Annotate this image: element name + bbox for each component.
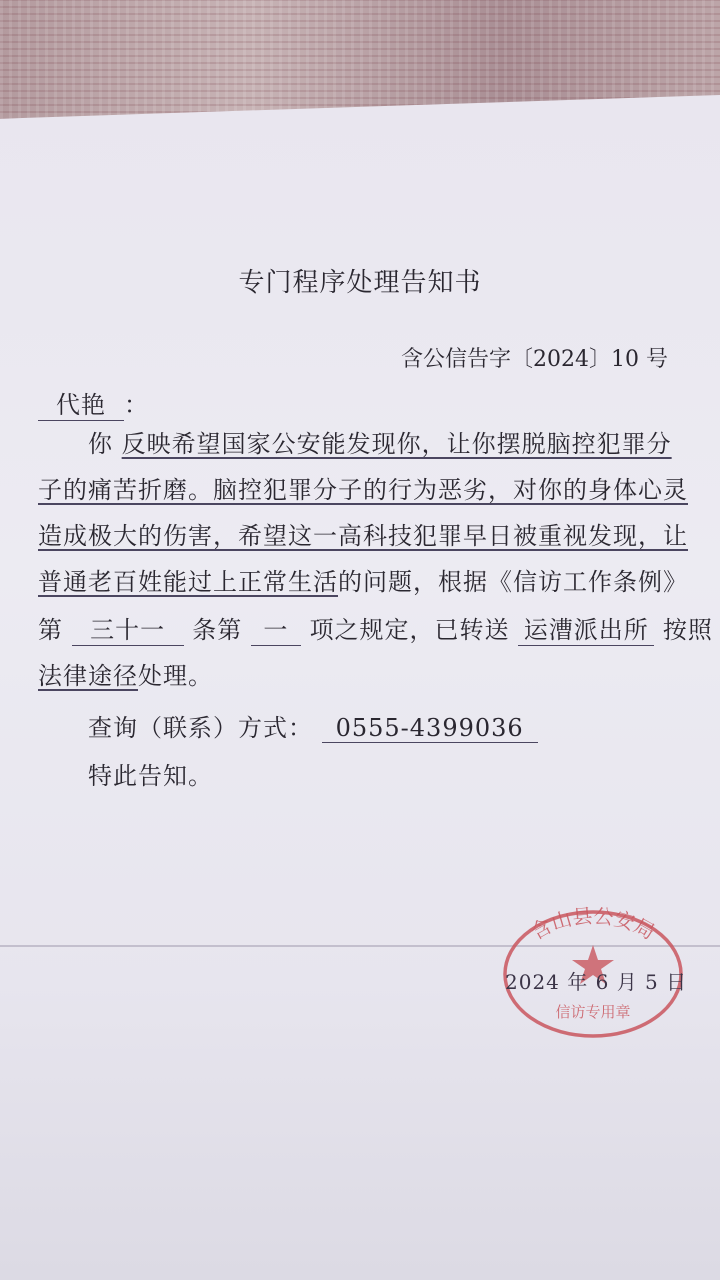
body-text-1: 反映希望国家公安能发现你，让你摆脱脑控犯罪分	[121, 430, 672, 458]
doc-number: 含公信告字〔2024〕10 号	[401, 347, 668, 372]
body-line-1	[88, 424, 672, 459]
item-number: 一	[251, 610, 301, 646]
body-line-6	[38, 656, 213, 691]
body-line-4	[38, 562, 688, 597]
body-line-3	[38, 516, 688, 551]
notice-date: 2024 年 6 月 5 日	[505, 970, 688, 994]
contact-label: 查询（联系）方式：	[88, 714, 313, 742]
transfer-target: 运漕派出所	[518, 610, 654, 646]
seal-top-text: 含山县公安局	[526, 905, 660, 945]
body-text-3: 造成极大的伤害，希望这一高科技犯罪早日被重视发现，让	[38, 522, 688, 550]
body-line-2	[38, 470, 688, 505]
article-prefix: 第	[38, 616, 63, 644]
contact-line	[88, 708, 538, 743]
body-lead: 你	[88, 430, 113, 458]
recipient-line	[38, 385, 149, 421]
article-number: 三十一	[72, 610, 184, 646]
recipient-suffix: ：	[124, 391, 149, 419]
body-text-4: 普通老百姓能过上正常生活	[38, 568, 338, 596]
item-prefix: 条第	[192, 616, 243, 644]
contact-phone: 0555-4399036	[322, 714, 538, 743]
notice-title: 专门程序处理告知书	[238, 268, 482, 298]
body-text-2: 子的痛苦折磨。脑控犯罪分子的行为恶劣，对你的身体心灵	[38, 476, 688, 504]
closing-text: 特此告知。	[88, 762, 213, 790]
body-text-6: 法律途径	[38, 662, 138, 690]
body-text-6-rest: 处理。	[138, 662, 213, 690]
body-line-5	[38, 610, 713, 646]
seal-bottom-text: 信访专用章	[555, 1003, 631, 1021]
transfer-text: 项之规定，已转送	[309, 616, 510, 644]
recipient-name: 代艳	[38, 385, 124, 421]
body-text-4-rest: 的问题，根据《信访工作条例》	[338, 568, 688, 596]
transfer-suffix: 按照	[662, 616, 713, 644]
